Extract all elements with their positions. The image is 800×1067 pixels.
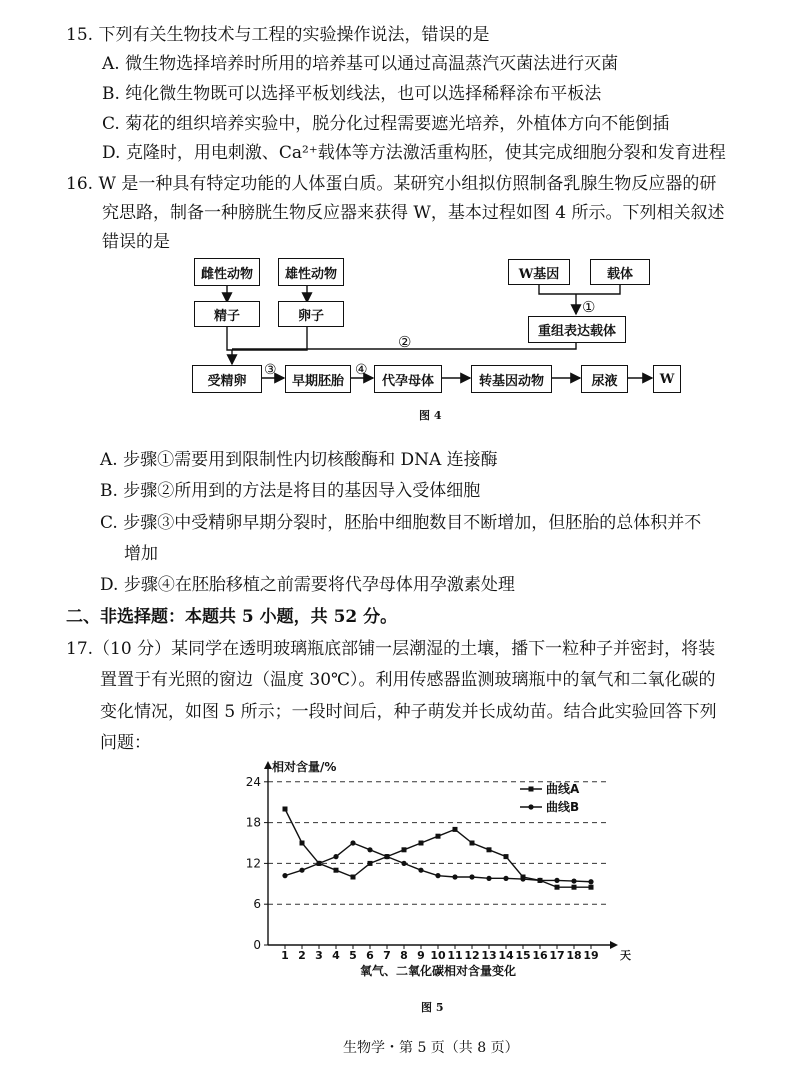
q17-stem-line1: 17.（10 分）某同学在透明玻璃瓶底部铺一层潮湿的土壤，播下一粒种子并密封，将装 — [66, 639, 716, 659]
series-1-point — [300, 841, 305, 846]
series-2-point — [452, 874, 457, 879]
series-2-point — [469, 874, 474, 879]
page-footer: 生物学・第 5 页（共 8 页） — [343, 1040, 519, 1056]
legend-marker-2 — [528, 804, 533, 809]
series-1-point — [419, 841, 424, 846]
series-1-point — [470, 841, 475, 846]
q16-stem-line1: 16. W 是一种具有特定功能的人体蛋白质。某研究小组拟仿照制备乳腺生物反应器的研 — [66, 174, 717, 194]
series-1-point — [402, 847, 407, 852]
figure4-caption: 图 4 — [419, 409, 442, 422]
q17-stem-line3: 变化情况，如图 5 所示；一段时间后，种子萌发并长成幼苗。结合此实验回答下列 — [100, 702, 717, 722]
series-1-point — [368, 861, 373, 866]
x-tick-label: 18 — [566, 949, 582, 962]
series-2-point — [503, 876, 508, 881]
step4-label: ④ — [355, 362, 368, 378]
x-tick-label: 12 — [464, 949, 480, 962]
legend-label-2: 曲线B — [546, 800, 580, 814]
x-unit-label: 天 — [620, 949, 631, 962]
series-2-point — [537, 878, 542, 883]
step2-label: ② — [398, 333, 412, 351]
series-1-point — [572, 885, 577, 890]
series-2-point — [486, 876, 491, 881]
q16-stem-line3: 错误的是 — [102, 232, 170, 252]
x-tick-label: 1 — [281, 949, 289, 962]
series-2-point — [588, 879, 593, 884]
x-tick-label: 10 — [430, 949, 446, 962]
box-egg: 卵子 — [278, 301, 344, 327]
series-2-point — [554, 878, 559, 883]
y-tick-label: 18 — [245, 815, 261, 830]
x-tick-label: 17 — [549, 949, 565, 962]
series-2-point — [350, 840, 355, 845]
q15-option-b: B. 纯化微生物既可以选择平板划线法，也可以选择稀释涂布平板法 — [102, 84, 602, 104]
y-tick-label: 12 — [245, 856, 261, 871]
q15-option-d: D. 克隆时，用电刺激、Ca²⁺载体等方法激活重构胚，使其完成细胞分裂和发育进程 — [102, 143, 726, 163]
x-tick-label: 7 — [383, 949, 391, 962]
x-tick-label: 15 — [515, 949, 531, 962]
series-1-point — [351, 875, 356, 880]
figure5-chart — [230, 755, 640, 990]
series-2-point — [401, 861, 406, 866]
q17-stem-line2: 置置于有光照的窗边（温度 30℃）。利用传感器监测玻璃瓶中的氧气和二氧化碳的 — [100, 670, 716, 690]
box-surrogate-mother: 代孕母体 — [374, 365, 442, 393]
series-2-point — [299, 868, 304, 873]
x-tick-label: 8 — [400, 949, 408, 962]
x-tick-label: 14 — [498, 949, 514, 962]
series-1-point — [453, 827, 458, 832]
box-w-product: W — [653, 365, 681, 393]
q16-option-d: D. 步骤④在胚胎移植之前需要将代孕母体用孕激素处理 — [100, 575, 515, 595]
box-female-animal: 雌性动物 — [194, 258, 260, 286]
q16-option-c: C. 步骤③中受精卵早期分裂时，胚胎中细胞数目不断增加，但胚胎的总体积并不 — [100, 513, 702, 533]
series-1-point — [555, 885, 560, 890]
x-axis-arrow — [610, 941, 618, 949]
box-recombinant-vector: 重组表达载体 — [528, 316, 626, 343]
x-tick-label: 19 — [583, 949, 599, 962]
x-tick-label: 9 — [417, 949, 425, 962]
y-tick-label: 24 — [245, 774, 261, 789]
series-1-point — [436, 834, 441, 839]
x-tick-label: 4 — [332, 949, 340, 962]
y-axis-arrow — [264, 761, 272, 769]
series-1-point — [589, 885, 594, 890]
box-sperm: 精子 — [194, 301, 260, 327]
series-2-point — [333, 854, 338, 859]
q15-stem: 15. 下列有关生物技术与工程的实验操作说法，错误的是 — [66, 25, 490, 45]
x-tick-label: 3 — [315, 949, 323, 962]
x-tick-label: 5 — [349, 949, 357, 962]
box-urine: 尿液 — [581, 365, 628, 393]
series-2-point — [316, 861, 321, 866]
x-tick-label: 11 — [447, 949, 463, 962]
x-tick-label: 13 — [481, 949, 497, 962]
legend-marker-1 — [529, 787, 534, 792]
series-2-point — [435, 873, 440, 878]
section2-heading: 二、非选择题：本题共 5 小题，共 52 分。 — [66, 607, 398, 627]
q17-stem-line4: 问题： — [100, 733, 151, 753]
x-tick-label: 2 — [298, 949, 306, 962]
series-2-point — [418, 868, 423, 873]
y-tick-label: 6 — [253, 897, 261, 912]
step1-label: ① — [582, 298, 596, 316]
legend-label-1: 曲线A — [546, 782, 580, 796]
series-2-point — [282, 873, 287, 878]
step3-label: ③ — [264, 362, 277, 378]
box-transgenic-animal: 转基因动物 — [471, 365, 552, 393]
q16-option-b: B. 步骤②所用到的方法是将目的基因导入受体细胞 — [100, 481, 481, 501]
q16-stem-line2: 究思路，制备一种膀胱生物反应器来获得 W，基本过程如图 4 所示。下列相关叙述 — [102, 203, 725, 223]
x-axis-title: 氧气、二氧化碳相对含量变化 — [359, 964, 517, 978]
x-tick-label: 16 — [532, 949, 548, 962]
series-1-point — [487, 847, 492, 852]
box-male-animal: 雄性动物 — [278, 258, 344, 286]
box-early-embryo: 早期胚胎 — [285, 365, 351, 393]
y-axis-title: 相对含量/% — [272, 760, 337, 774]
box-w-gene: W基因 — [508, 259, 570, 285]
q16-option-c-cont: 增加 — [124, 544, 158, 564]
x-tick-label: 6 — [366, 949, 374, 962]
series-2-point — [384, 854, 389, 859]
series-2-point — [367, 847, 372, 852]
box-vector: 载体 — [590, 259, 650, 285]
figure5-caption: 图 5 — [421, 1001, 444, 1014]
q15-option-c: C. 菊花的组织培养实验中，脱分化过程需要遮光培养，外植体方向不能倒插 — [102, 114, 670, 134]
q16-option-a: A. 步骤①需要用到限制性内切核酸酶和 DNA 连接酶 — [100, 450, 498, 470]
series-2-point — [520, 876, 525, 881]
q15-option-a: A. 微生物选择培养时所用的培养基可以通过高温蒸汽灭菌法进行灭菌 — [102, 54, 619, 74]
series-1-point — [283, 807, 288, 812]
box-zygote: 受精卵 — [192, 365, 262, 393]
y-tick-label: 0 — [253, 938, 261, 952]
series-1-point — [334, 868, 339, 873]
series-1-point — [504, 854, 509, 859]
series-2-point — [571, 878, 576, 883]
